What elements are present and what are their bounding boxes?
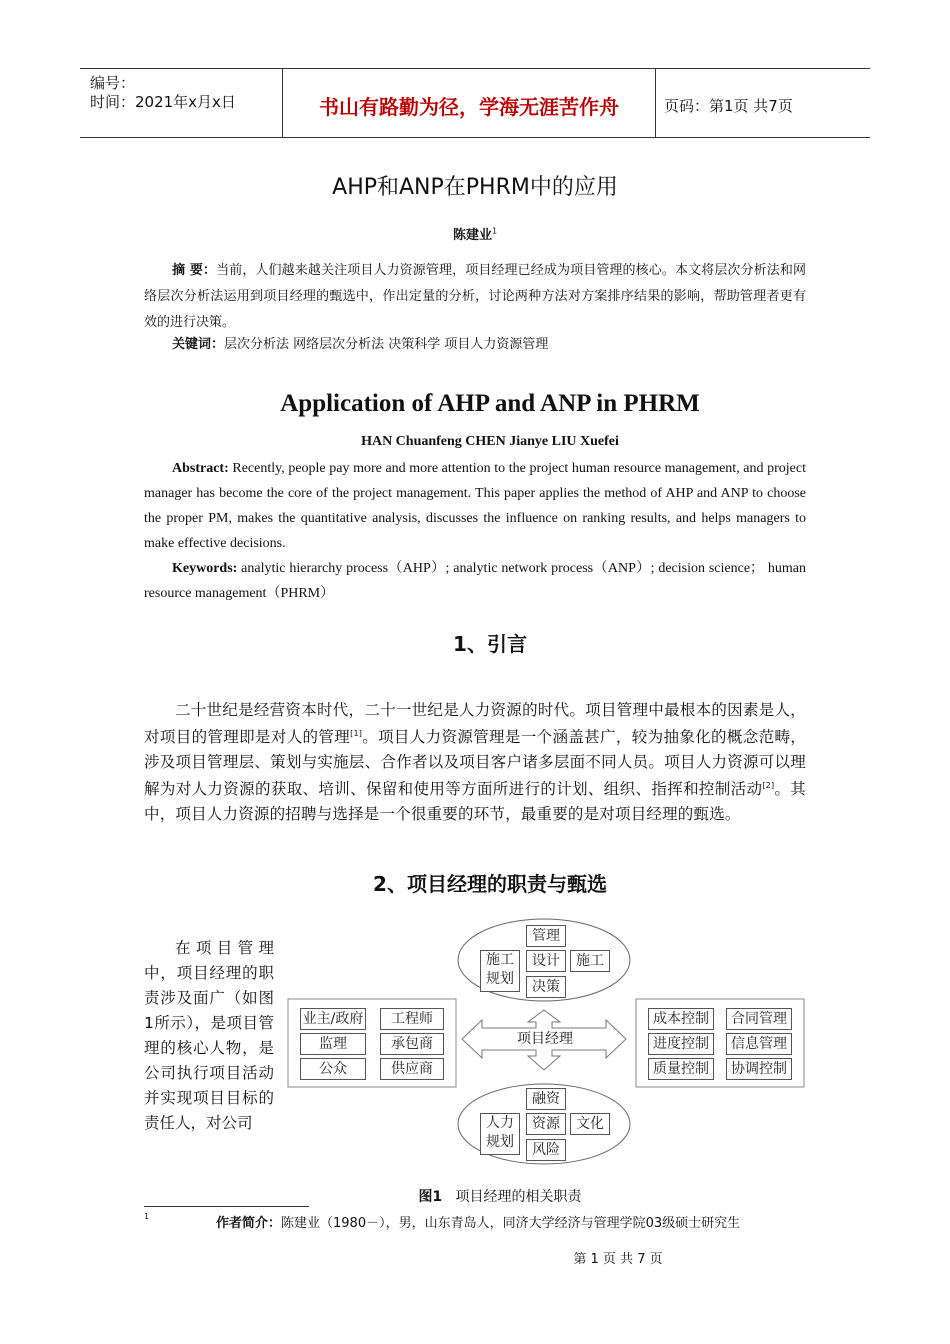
page-label: 页码：第1页 共7页 [664,97,793,115]
paper-title-cn: AHP和ANP在PHRM中的应用 [332,175,618,200]
authors-en: HAN Chuanfeng CHEN Jianye LIU Xuefei [361,434,619,449]
left-item-4: 承包商 [380,1033,444,1055]
left-item-1: 业主/政府 [300,1008,366,1030]
header-motto-cell [283,69,656,137]
keywords-cn-text: 层次分析法 网络层次分析法 决策科学 项目人力资源管理 [224,337,549,352]
paragraph-text-a: 二十世纪是经营资本时代，二十一世纪是人力资源的时代。项目管理中最根本的因素是人，对项目的管理即是对人的管理 [144,701,806,747]
bottom-item-1: 融资 [526,1088,566,1110]
abstract-cn [144,258,806,336]
right-item-4: 信息管理 [726,1033,792,1055]
left-item-3: 监理 [300,1033,366,1055]
paper-title-en: Application of AHP and ANP in PHRM [280,390,700,417]
keywords-cn-label: 关键词： [172,337,225,352]
section-1-paragraph [144,698,806,826]
left-item-6: 供应商 [380,1058,444,1080]
top-item-1: 管理 [526,925,566,947]
abstract-en-text: Recently, people pay more and more attention to the project human resource management, and project manager has become the core of the project management. This paper applies the method of AHP and ANP to choose the proper PM, makes the quantitative analysis, discusses the influence on ranking results, and helps managers to make effective decisions. [144,461,806,551]
bottom-plan-box: 人力规划 [480,1113,520,1155]
footnote-rule [144,1206,309,1207]
citation-1: [1] [350,729,363,739]
figure-1-caption [0,1186,950,1206]
right-item-6: 协调控制 [726,1058,792,1080]
bottom-item-4: 风险 [526,1139,566,1161]
top-item-2: 设计 [526,950,566,972]
footnote-body: 陈建业（1980－），男，山东青岛人，同济大学经济与管理学院03级硕士研究生 [281,1216,741,1231]
bottom-item-2: 资源 [526,1113,566,1135]
left-item-5: 公众 [300,1058,366,1080]
date-label: 时间：2021年x月x日 [90,93,236,111]
figure-1-label: 图1 [418,1189,443,1205]
figure-1-diagram [280,918,810,1168]
footnote-label: 作者简介： [216,1216,282,1231]
keywords-cn [144,332,806,358]
paragraph-text-b: 。项目人力资源管理是一个涵盖甚广，较为抽象化的概念范畴，涉及项目管理层、策划与实施层、合作者以及项目客户诸多层面不同人员。项目人力资源可以理解为对人力资源的获取、培训、保留和使用等方面所进行的计划、组织、指挥和控制活动 [144,728,806,799]
center-label: 项目经理 [517,1031,573,1047]
footnote-mark: 1 [144,1212,150,1221]
paragraph-text-c: 。其中，项目人力资源的招聘与选择是一个很重要的环节，最重要的是对项目经理的甄选。 [144,780,806,823]
figure-1-caption-text: 项目经理的相关职责 [455,1189,582,1205]
citation-2: [2] [762,781,775,791]
right-item-5: 质量控制 [648,1058,714,1080]
section-2-side-text: 在项目管理中，项目经理的职责涉及面广（如图1所示），是项目管理的核心人物，是公司执行项目活动并实现项目目标的责任人，对公司 [144,939,274,1132]
header-table [80,68,870,138]
bottom-item-3: 文化 [570,1113,610,1135]
footnote-text [216,1212,740,1231]
right-item-2: 合同管理 [726,1008,792,1030]
header-meta-cell [80,69,283,137]
header-page-cell [656,69,870,137]
page-number: 第 1 页 共 7 页 [573,1252,663,1267]
section-2-heading: 2、项目经理的职责与甄选 [373,872,607,896]
motto: 书山有路勤为径，学海无涯苦作舟 [319,95,619,119]
top-item-3: 施工 [570,950,610,972]
keywords-en-text: analytic hierarchy process（AHP）; analytic network process（ANP）; decision science； human resource management（PHRM） [144,561,806,601]
author-cn-name: 陈建业 [452,228,492,243]
number-label: 编号： [90,74,136,92]
abstract-cn-label: 摘 要： [172,263,217,278]
right-item-1: 成本控制 [648,1008,714,1030]
right-item-3: 进度控制 [648,1033,714,1055]
author-cn [0,224,950,243]
keywords-en [144,556,806,606]
footnote [144,1212,806,1232]
top-item-4: 决策 [526,976,566,998]
abstract-cn-text: 当前，人们越来越关注项目人力资源管理，项目经理已经成为项目管理的核心。本文将层次分析法和网络层次分析法运用到项目经理的甄选中，作出定量的分析，讨论两种方法对方案排序结果的影响，帮助管理者更有效的进行决策。 [144,263,806,330]
author-footnote-mark: 1 [491,226,498,236]
left-item-2: 工程师 [380,1008,444,1030]
keywords-en-label: Keywords: [172,561,238,576]
abstract-en-label: Abstract: [172,461,229,476]
abstract-en [144,456,806,556]
top-plan-box: 施工规划 [480,950,520,992]
section-1-heading: 1、引言 [453,632,527,656]
